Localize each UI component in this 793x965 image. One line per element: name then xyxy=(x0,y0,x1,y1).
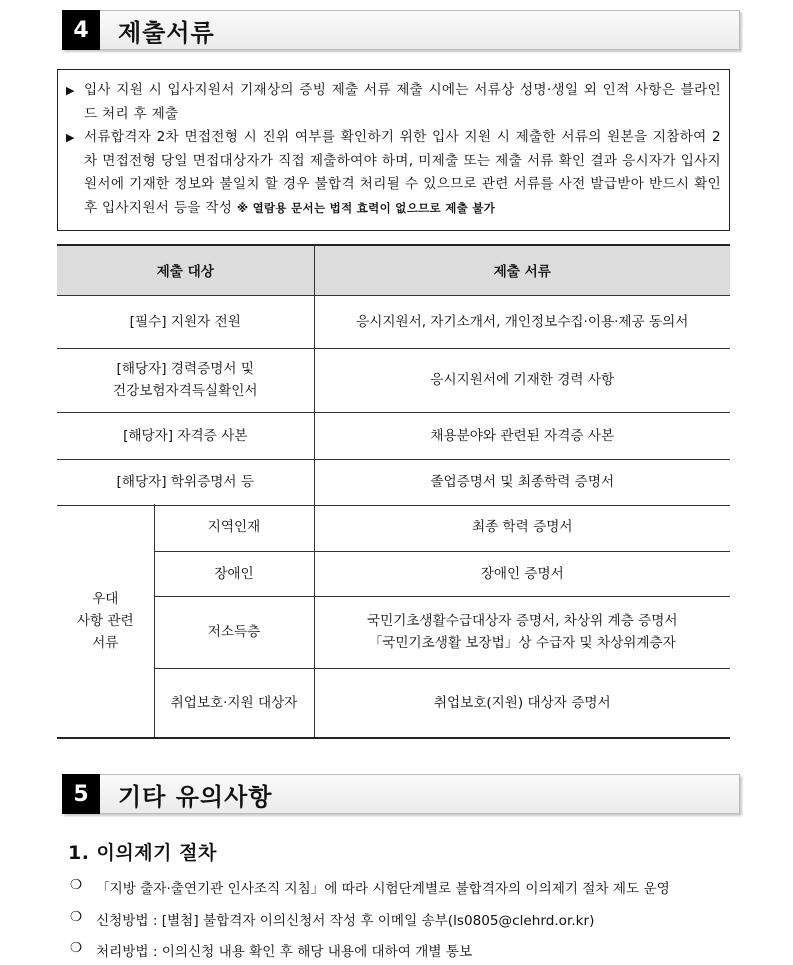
docs-cell: 장애인 증명서 xyxy=(314,551,730,596)
triangle-bullet-icon: ▶ xyxy=(66,84,75,97)
section-number: 4 xyxy=(62,10,100,50)
target-cell: 장애인 xyxy=(154,551,314,596)
section-title: 제출서류 xyxy=(118,18,215,47)
preference-group-cell xyxy=(57,504,154,738)
header-target: 제출 대상 xyxy=(57,245,314,295)
list-item-text: 「지방 출자·출연기관 인사조직 지침」에 따라 시험단계별로 불합격자의 이의제기 절차 제도 운영 xyxy=(96,881,670,897)
target-cell xyxy=(57,348,314,412)
circle-bullet-icon: ❍ xyxy=(70,909,83,925)
section-5-header xyxy=(62,774,740,814)
notice-text xyxy=(84,126,721,220)
document-table xyxy=(57,244,730,506)
target-cell: [필수] 지원자 전원 xyxy=(57,295,314,348)
notice-item xyxy=(66,79,721,126)
section-title: 기타 유의사항 xyxy=(118,782,273,811)
list-item-text: 처리방법 : 이의신청 내용 확인 후 해당 내용에 대하여 개별 통보 xyxy=(96,944,473,960)
table-row xyxy=(57,459,730,505)
section-number: 5 xyxy=(62,774,100,814)
target-cell: [해당자] 학위증명서 등 xyxy=(57,459,314,505)
notice-text: 입사 지원 시 입사지원서 기재상의 증빙 제출 서류 제출 시에는 서류상 성명·생일 외 인적 사항은 블라인드 처리 후 제출 xyxy=(84,82,721,122)
list-item xyxy=(70,877,670,897)
table-row xyxy=(57,551,730,596)
docs-cell: 응시지원서, 자기소개서, 개인정보수집·이용·제공 동의서 xyxy=(314,295,730,348)
objection-title: 1. 이의제기 절차 xyxy=(68,842,217,864)
notice-warning: ※ 열람용 문서는 법적 효력이 없으므로 제출 불가 xyxy=(236,200,496,215)
list-item xyxy=(70,940,472,960)
docs-line: 「국민기초생활 보장법」상 수급자 및 차상위계층자 xyxy=(368,635,676,651)
group-line: 서류 xyxy=(92,634,119,651)
header-docs: 제출 서류 xyxy=(314,245,730,295)
target-cell: 지역인재 xyxy=(154,504,314,551)
preference-table xyxy=(57,504,730,739)
docs-cell xyxy=(314,596,730,668)
group-line: 사항 관련 xyxy=(76,612,134,629)
notice-box xyxy=(57,69,730,231)
docs-cell: 취업보호(지원) 대상자 증명서 xyxy=(314,668,730,738)
notice-body: 서류합격자 2차 면접전형 시 진위 여부를 확인하기 위한 입사 지원 시 제출한 서류의 원본을 지참하여 2차 면접전형 당일 면접대상자가 직접 제출하여야 하며, 미제출 또는 제출 서류 확인 결과 응시자가 입사지원서에 기재한 정보와 불일치 할 경우 불합격 처리될 수 있으므로 관련 서류를 사전 발급받아 반드시 확인 후 입사지원서 등을 작성 xyxy=(84,129,721,216)
docs-cell: 졸업증명서 및 최종학력 증명서 xyxy=(314,459,730,505)
docs-cell: 채용분야와 관련된 자격증 사본 xyxy=(314,412,730,459)
list-item-text: 신청방법 : [별첨] 불합격자 이의신청서 작성 후 이메일 송부(ls0805@clehrd.or.kr) xyxy=(96,913,595,929)
docs-cell: 최종 학력 증명서 xyxy=(314,504,730,551)
circle-bullet-icon: ❍ xyxy=(70,877,83,893)
table-row xyxy=(57,504,730,551)
target-line: [해당자] 경력증명서 및 xyxy=(116,361,254,377)
target-cell: [해당자] 자격증 사본 xyxy=(57,412,314,459)
table-row xyxy=(57,596,730,668)
docs-line: 국민기초생활수급대상자 증명서, 차상위 계층 증명서 xyxy=(367,613,678,629)
triangle-bullet-icon: ▶ xyxy=(66,131,75,144)
target-line: 건강보험자격득실확인서 xyxy=(113,383,258,399)
table-row xyxy=(57,668,730,738)
group-line: 우대 xyxy=(92,590,119,607)
target-cell: 저소득층 xyxy=(154,596,314,668)
table-header-row xyxy=(57,245,730,295)
circle-bullet-icon: ❍ xyxy=(70,940,83,956)
table-row xyxy=(57,295,730,348)
target-cell: 취업보호·지원 대상자 xyxy=(154,668,314,738)
table-row xyxy=(57,412,730,459)
list-item xyxy=(70,909,594,929)
docs-cell: 응시지원서에 기재한 경력 사항 xyxy=(314,348,730,412)
table-row xyxy=(57,348,730,412)
notice-item xyxy=(66,126,721,220)
section-4-header xyxy=(62,10,740,50)
